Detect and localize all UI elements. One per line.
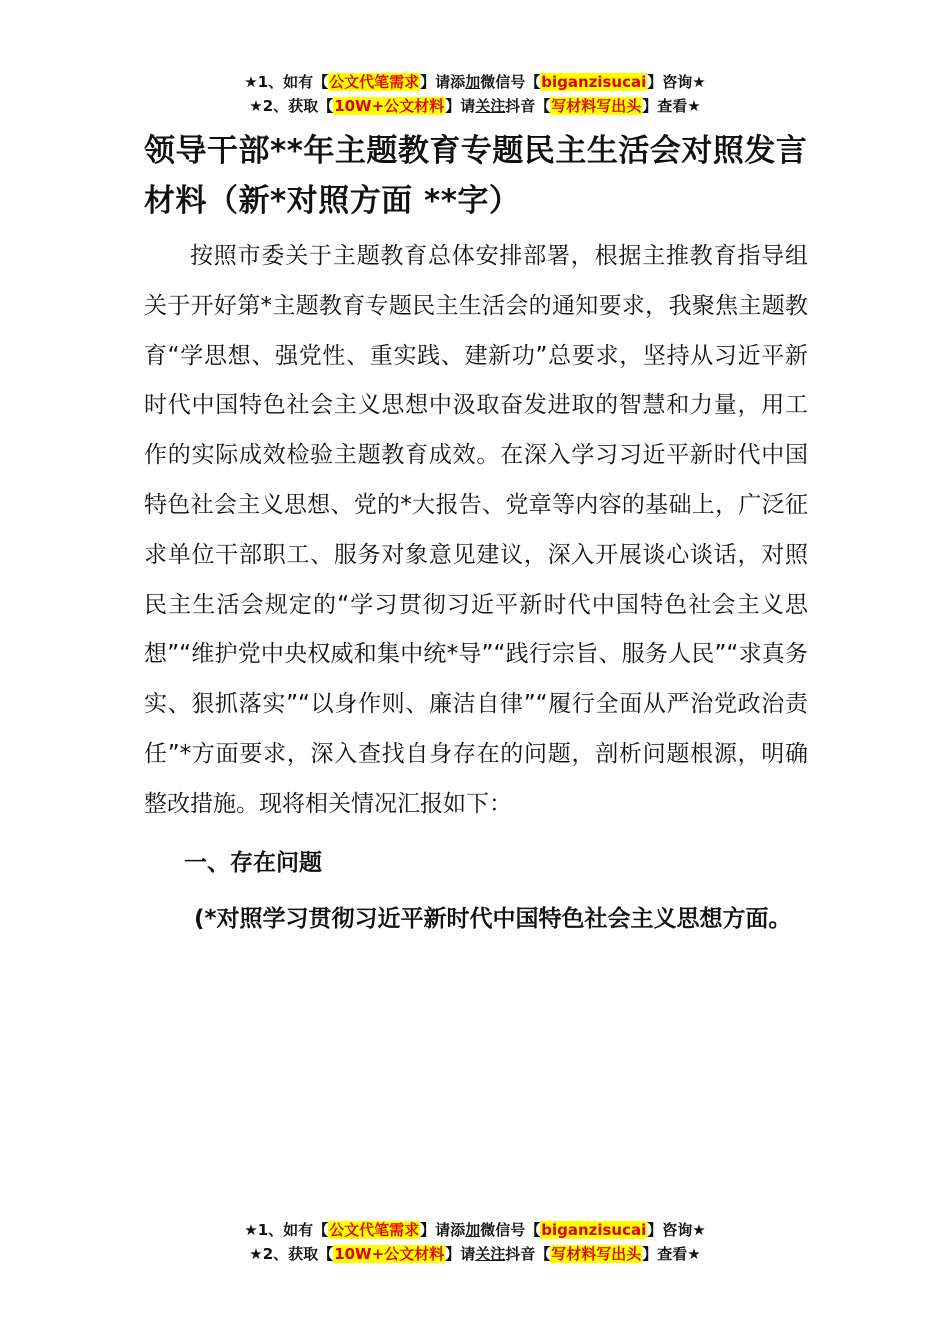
banner-text: 】咨询★ (647, 1221, 706, 1239)
banner-highlight: 10W+公文材料 (334, 1245, 445, 1263)
banner-highlight: biganzisucai (541, 73, 647, 91)
banner-line-2 (0, 1242, 950, 1266)
footer-banner (0, 1218, 950, 1266)
banner-text: ★1、如有【 (244, 1221, 329, 1239)
banner-text: 微信号【 (480, 73, 541, 91)
banner-text: 】请添 (420, 73, 466, 91)
banner-text: 抖音【 (505, 1245, 551, 1263)
document-body (144, 126, 808, 944)
header-banner (0, 70, 950, 118)
banner-text: 微信号【 (480, 1221, 541, 1239)
banner-underlined: 加 (465, 73, 481, 91)
banner-highlight: 写材料写出头 (551, 97, 642, 115)
banner-underlined: 加 (465, 1221, 481, 1239)
banner-text: 抖音【 (505, 97, 551, 115)
banner-text: 】请 (445, 97, 476, 115)
banner-line-2 (0, 94, 950, 118)
banner-text: 】请添 (420, 1221, 466, 1239)
banner-line-1 (0, 1218, 950, 1242)
banner-text: 】查看★ (642, 1245, 701, 1263)
banner-text: ★2、获取【 (249, 97, 334, 115)
banner-highlight: 公文代笔需求 (329, 1221, 420, 1239)
banner-line-1 (0, 70, 950, 94)
banner-text: ★2、获取【 (249, 1245, 334, 1263)
banner-text: 】请 (445, 1245, 476, 1263)
banner-highlight: biganzisucai (541, 1221, 647, 1239)
document-title: 领导干部**年主题教育专题民主生活会对照发言材料（新*对照方面 **字） (144, 133, 808, 219)
banner-text: ★1、如有【 (244, 73, 329, 91)
subsection-heading: (*对照学习贯彻习近平新时代中国特色社会主义思想方面。 (194, 905, 792, 932)
section-heading: 一、存在问题 (184, 849, 322, 876)
banner-underlined: 关注 (475, 97, 506, 115)
intro-paragraph: 按照市委关于主题教育总体安排部署，根据主推教育指导组关于开好第*主题教育专题民主生活会的通知要求，我聚焦主题教育“学思想、强党性、重实践、建新功”总要求，坚持从习近平新时代中国特色社会主义思想中汲取奋发进取的智慧和力量，用工作的实际成效检验主题教育成效。在深入学习习近平新时代中国特色社会主义思想、党的*大报告、党章等内容的基础上，广泛征求单位干部职工、服务对象意见建议，深入开展谈心谈话，对照民主生活会规定的“学习贯彻习近平新时代中国特色社会主义思想”“维护党中央权威和集中统*导”“践行宗旨、服务人民”“求真务实、狠抓落实”“以身作则、廉洁自律”“履行全面从严治党政治责任”*方面要求，深入查找自身存在的问题，剖析问题根源，明确整改措施。现将相关情况汇报如下： (144, 243, 808, 817)
banner-highlight: 公文代笔需求 (329, 73, 420, 91)
banner-highlight: 写材料写出头 (551, 1245, 642, 1263)
banner-highlight: 10W+公文材料 (334, 97, 445, 115)
banner-text: 】咨询★ (647, 73, 706, 91)
banner-text: 】查看★ (642, 97, 701, 115)
banner-underlined: 关注 (475, 1245, 506, 1263)
